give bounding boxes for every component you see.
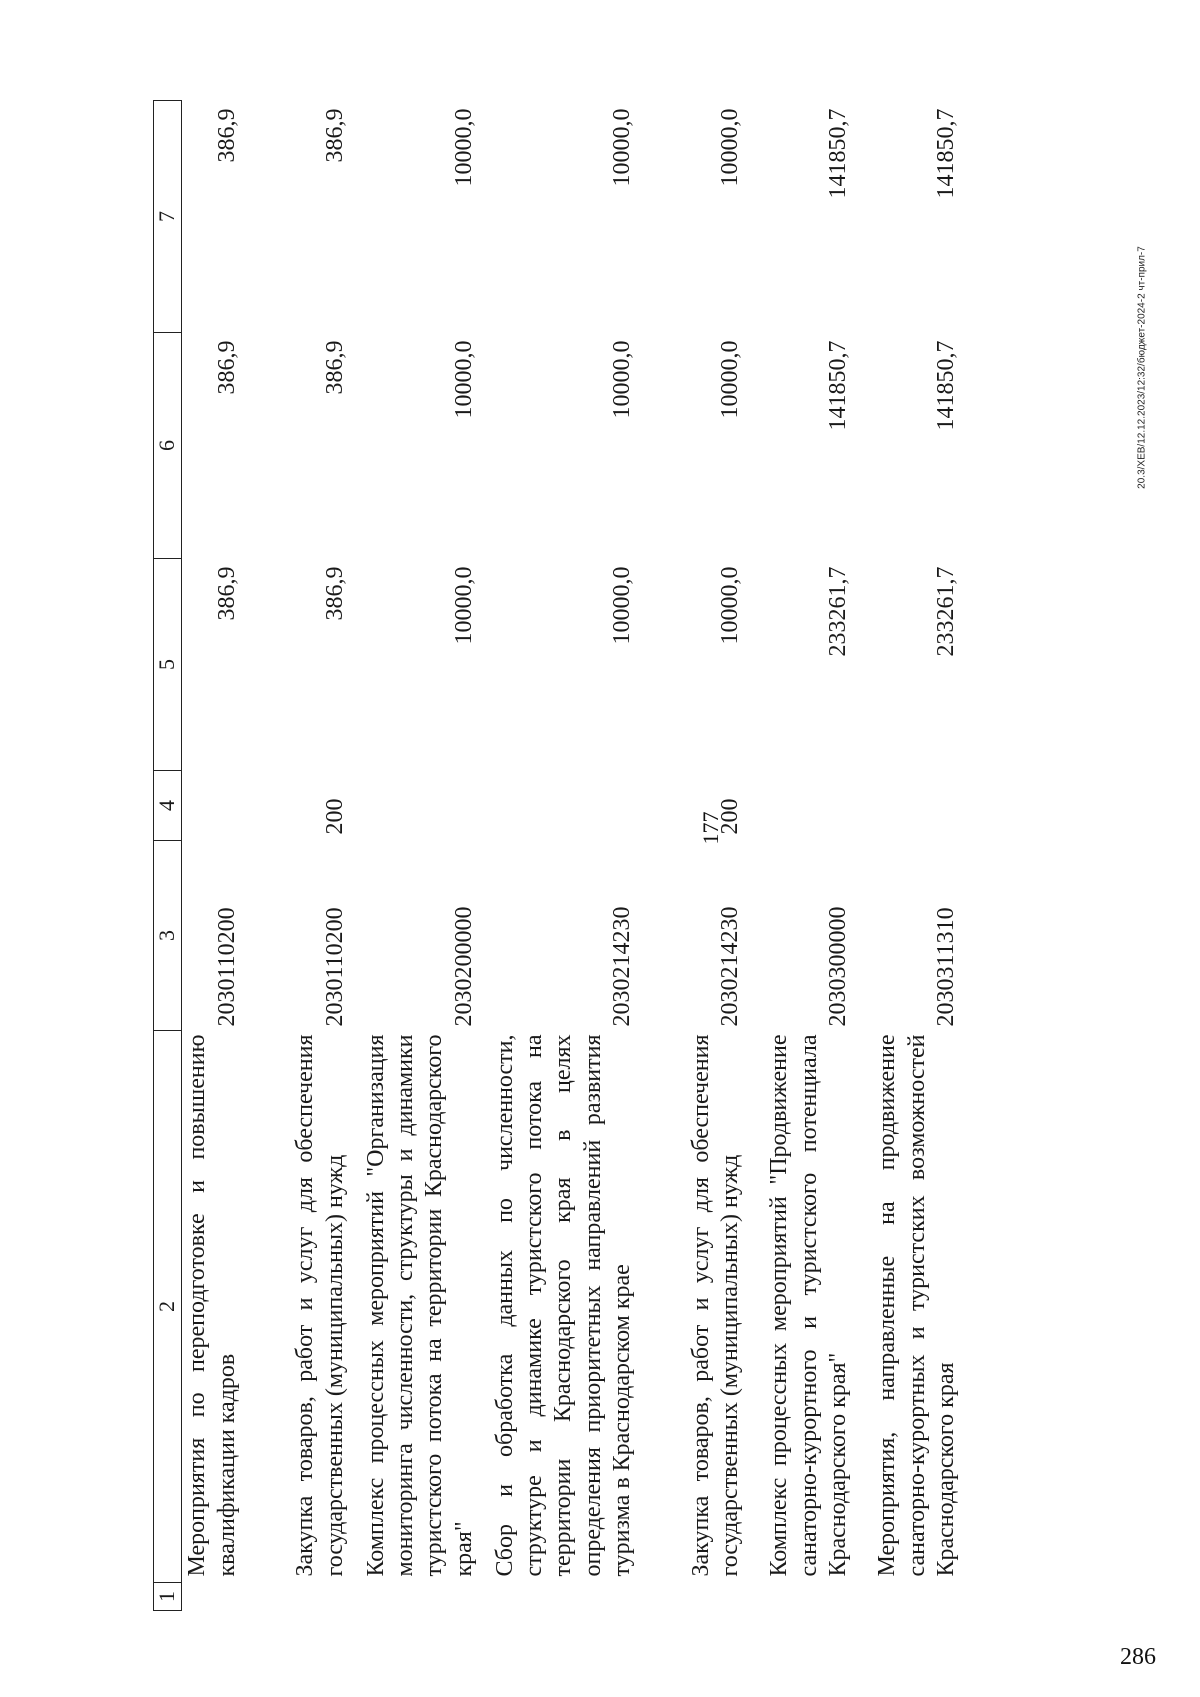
row-value-7: 141850,7 xyxy=(932,108,959,199)
row-value-5: 386,9 xyxy=(321,566,348,621)
row-index-cell xyxy=(865,1583,973,1611)
header-col-2: 2 xyxy=(154,1031,182,1583)
row-value-7: 10000,0 xyxy=(716,108,743,187)
row-value-7: 10000,0 xyxy=(608,108,635,187)
table-row xyxy=(757,101,865,1611)
page-number-top: 177 xyxy=(698,811,723,845)
row-name: Мероприятия по переподготовке и повышению квалификации кадров xyxy=(184,1034,240,1577)
row-index-cell xyxy=(181,1583,254,1611)
row-name: Закупка товаров, работ и услуг для обеспечения государственных (муниципальных) нужд xyxy=(292,1034,348,1577)
budget-table xyxy=(153,100,973,1611)
row-value-6: 10000,0 xyxy=(450,340,477,419)
table-header-row xyxy=(154,101,182,1611)
row-value-5: 386,9 xyxy=(213,566,240,621)
row-value-5: 10000,0 xyxy=(450,566,477,645)
row-value-5: 233261,7 xyxy=(824,566,851,657)
row-value-6: 386,9 xyxy=(321,340,348,395)
page-number-bottom: 286 xyxy=(1120,1644,1156,1670)
row-name: Закупка товаров, работ и услуг для обеспечения государственных (муниципальных) нужд xyxy=(687,1034,743,1577)
row-value-5: 10000,0 xyxy=(608,566,635,645)
row-code: 2030200000 xyxy=(450,906,477,1027)
header-col-3: 3 xyxy=(154,841,182,1031)
header-col-6: 6 xyxy=(154,333,182,559)
row-index-cell xyxy=(757,1583,865,1611)
row-value-7: 386,9 xyxy=(321,108,348,163)
row-code: 2030311310 xyxy=(932,907,959,1027)
row-type xyxy=(181,771,254,841)
row-type: 200 xyxy=(321,798,348,835)
table-row xyxy=(649,101,757,1611)
table-row xyxy=(865,101,973,1611)
row-type: 200 xyxy=(716,798,743,835)
row-code: 2030110200 xyxy=(213,907,240,1027)
row-name: Комплекс процессных мероприятий "Организация мониторинга численности, структуры и динамики туристского потока на территории Краснодарского края" xyxy=(362,1034,477,1577)
row-name: Сбор и обработка данных по численности, структуре и динамике туристского потока на территории Краснодарского края в целях определения приоритетных направлений развития туризма в Краснодарском крае xyxy=(491,1034,635,1577)
header-col-7: 7 xyxy=(154,101,182,333)
row-index-cell xyxy=(491,1583,649,1611)
row-code: 2030214230 xyxy=(716,906,743,1027)
document-code: 20.3/XEB/12.12.2023/12:32/бюджет-2024-2 чт-прил-7 xyxy=(1136,246,1148,489)
row-value-6: 386,9 xyxy=(213,340,240,395)
row-value-6: 141850,7 xyxy=(932,340,959,431)
row-code: 2030214230 xyxy=(608,906,635,1027)
table-row xyxy=(254,101,362,1611)
row-type xyxy=(491,771,649,841)
row-value-6: 10000,0 xyxy=(608,340,635,419)
header-col-5: 5 xyxy=(154,559,182,771)
header-col-4: 4 xyxy=(154,771,182,841)
row-name: Комплекс процессных мероприятий "Продвижение санаторно-курортного и туристского потенциала Краснодарского края" xyxy=(766,1034,851,1577)
row-value-7: 141850,7 xyxy=(824,108,851,199)
row-index-cell xyxy=(254,1583,362,1611)
row-value-5: 233261,7 xyxy=(932,566,959,657)
row-value-6: 10000,0 xyxy=(716,340,743,419)
row-value-7: 386,9 xyxy=(213,108,240,163)
row-type xyxy=(757,771,865,841)
row-type xyxy=(865,771,973,841)
row-value-7: 10000,0 xyxy=(450,108,477,187)
row-value-5: 10000,0 xyxy=(716,566,743,645)
row-index-cell xyxy=(649,1583,757,1611)
table-row xyxy=(491,101,649,1611)
row-code: 2030110200 xyxy=(321,907,348,1027)
header-col-1: 1 xyxy=(154,1583,182,1611)
rotated-table-area xyxy=(74,21,1074,1681)
table-row xyxy=(181,101,254,1611)
row-value-6: 141850,7 xyxy=(824,340,851,431)
row-code: 2030300000 xyxy=(824,906,851,1027)
row-name: Мероприятия, направленные на продвижение санаторно-курортных и туристских возможностей Краснодарского края xyxy=(874,1034,959,1577)
row-index-cell xyxy=(362,1583,491,1611)
row-type xyxy=(362,771,491,841)
table-row xyxy=(362,101,491,1611)
